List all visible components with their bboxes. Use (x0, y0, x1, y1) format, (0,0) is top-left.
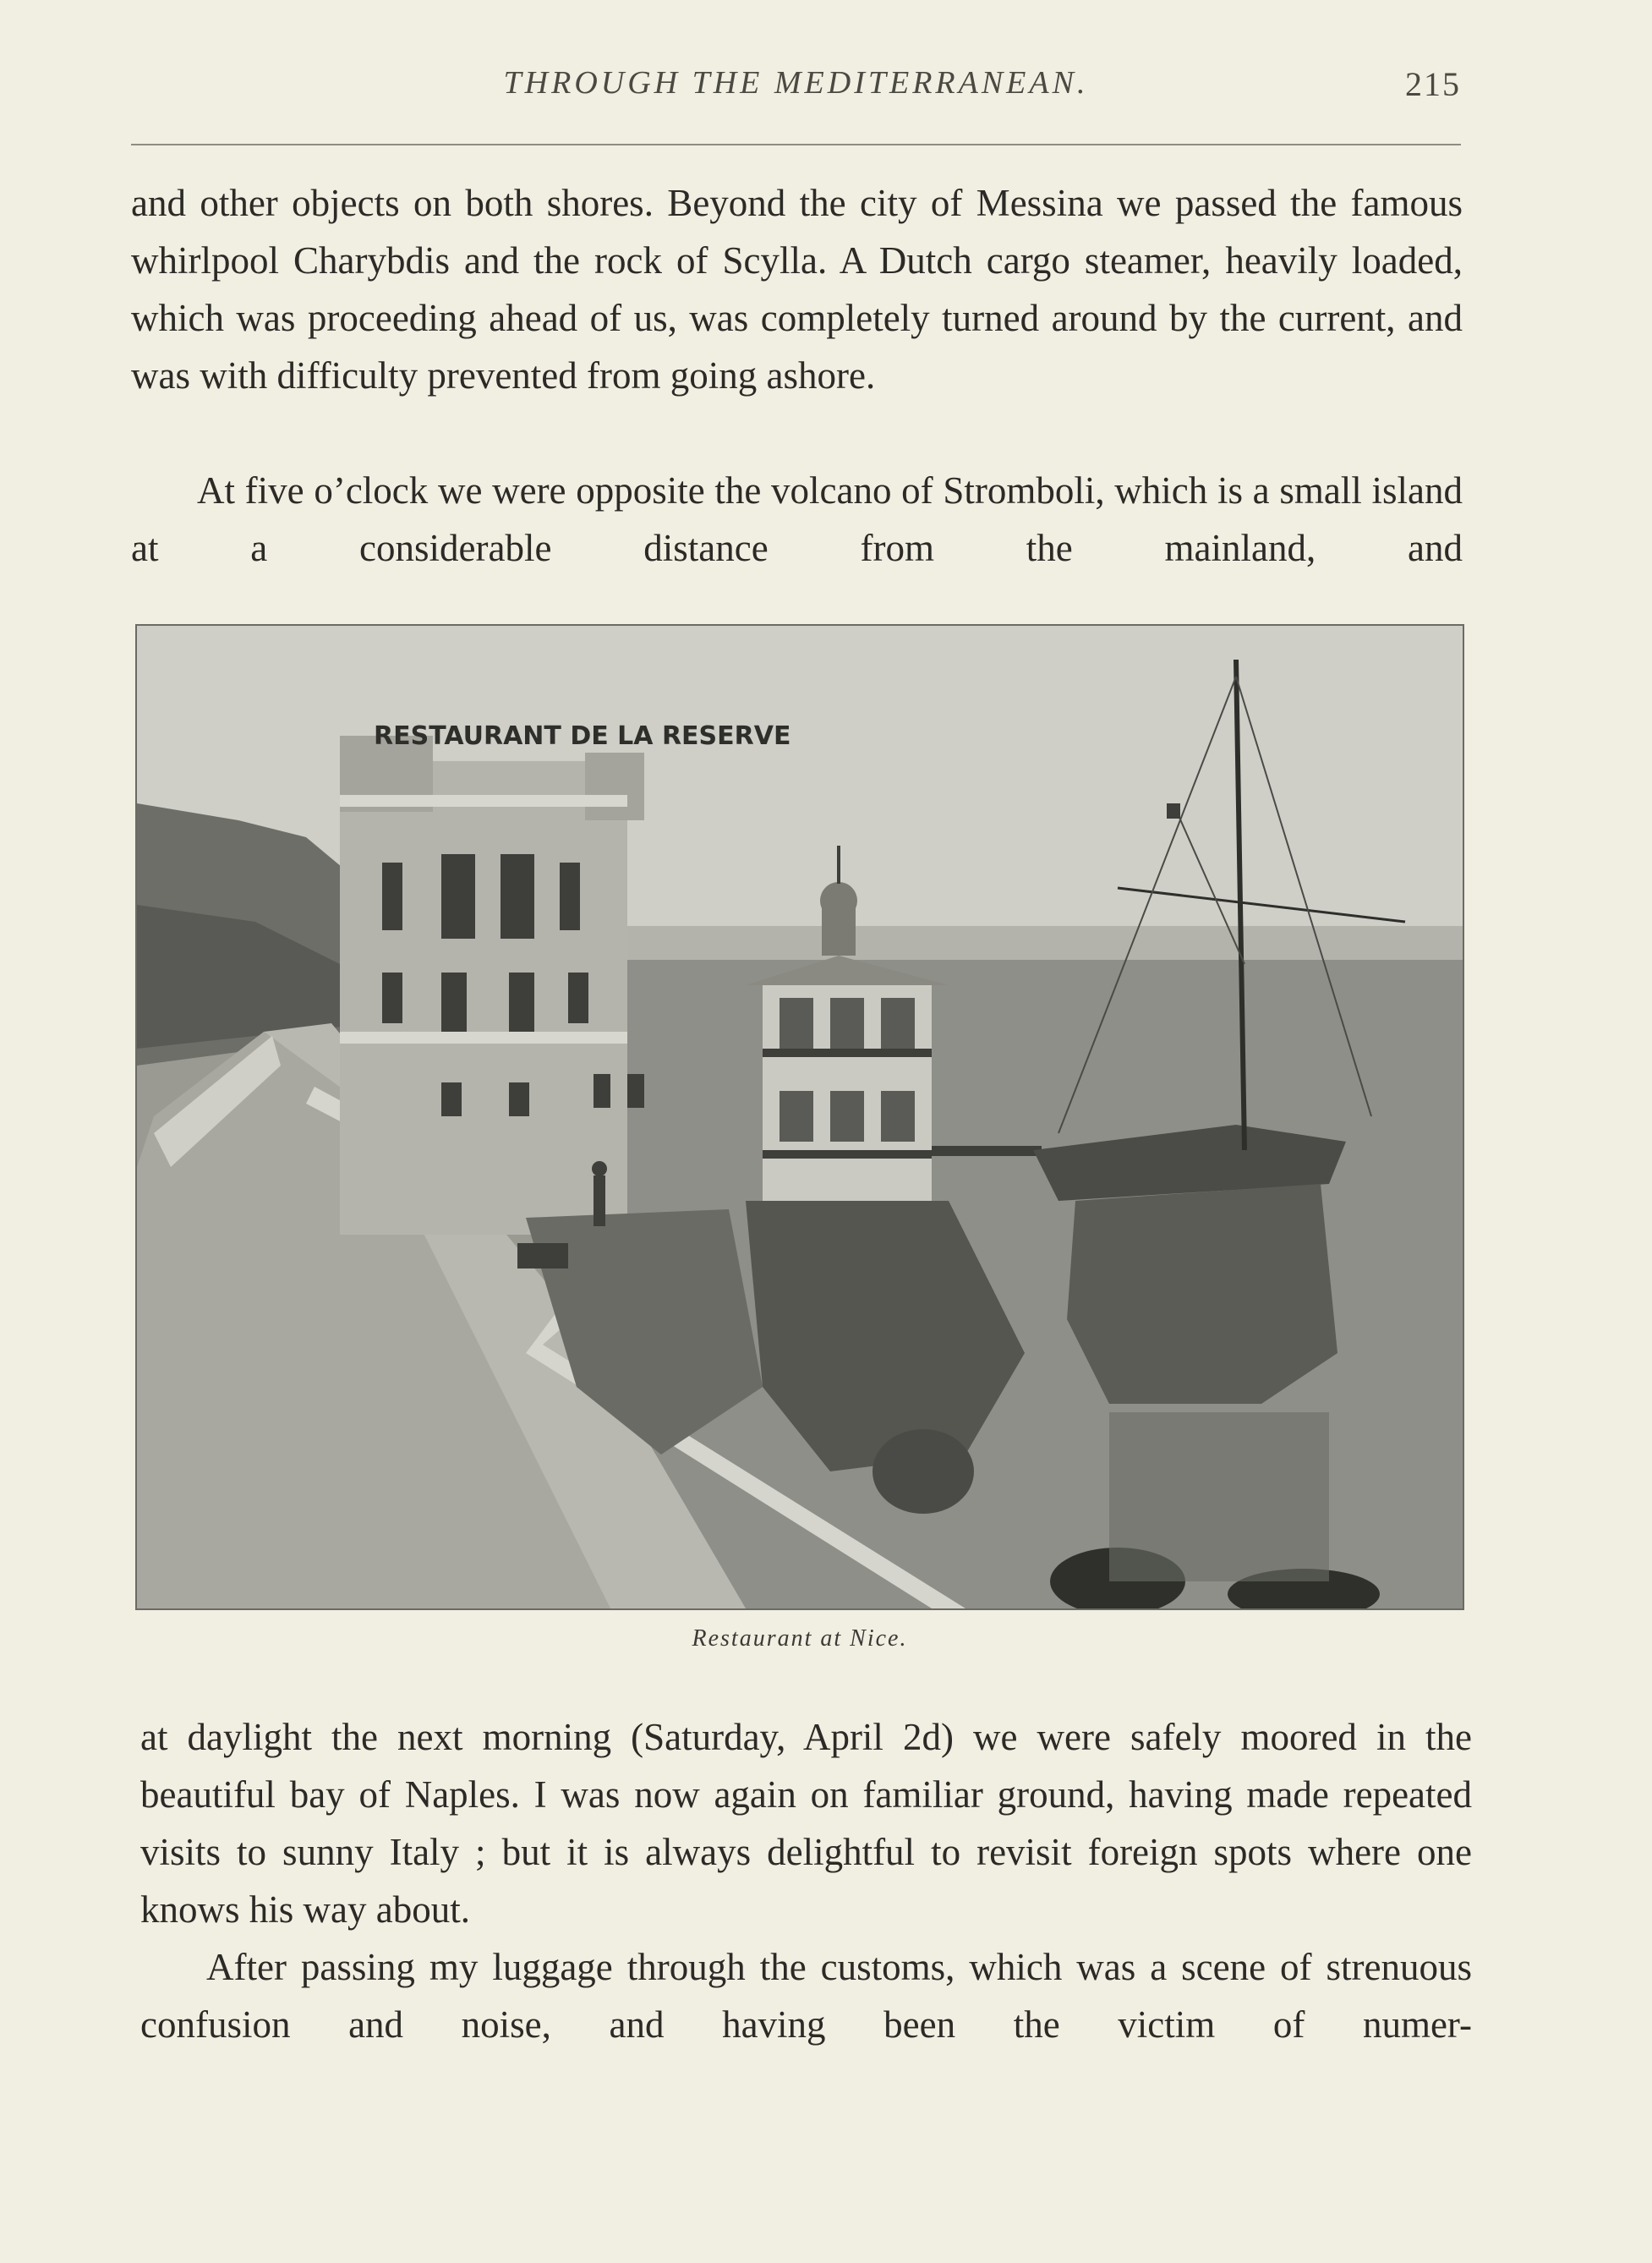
figure-caption: Restaurant at Nice. (692, 1625, 908, 1652)
body-paragraph-4: After passing my luggage through the customs, which was a scene of strenuous confusion and noise, and having been the victim of numer- (140, 1946, 1472, 2046)
rooftop-sign: RESTAURANT DE LA RESERVE (374, 721, 791, 751)
page-number: 215 (1405, 65, 1461, 103)
header-rule (131, 144, 1461, 145)
body-paragraph-2: At five o’clock we were opposite the volcano of Stromboli, which is a small island at a considerable distance from the mainland, and (131, 469, 1463, 569)
page-header (131, 61, 1461, 120)
running-title: THROUGH THE MEDITERRANEAN. (503, 65, 1089, 101)
body-paragraph-1: and other objects on both shores. Beyond the city of Messina we passed the famous whirlpool Charybdis and the rock of Scylla. A Dutch cargo steamer, heavily loaded, which was proceeding ahead of us, was completely turned around by the current, and was with difficulty prevented from going ashore. (131, 182, 1463, 397)
footbridge (932, 1146, 1042, 1156)
bench (517, 1243, 568, 1268)
person (594, 1175, 605, 1226)
body-paragraph-3: at daylight the next morning (Saturday, April 2d) we were safely moored in the beautiful bay of Naples. I was now again on familiar ground, having made repeated visits to sunny Italy ; but it is always delightful to revisit foreign spots where one knows his way about. (140, 1716, 1472, 1931)
photograph-restaurant (135, 624, 1464, 1610)
